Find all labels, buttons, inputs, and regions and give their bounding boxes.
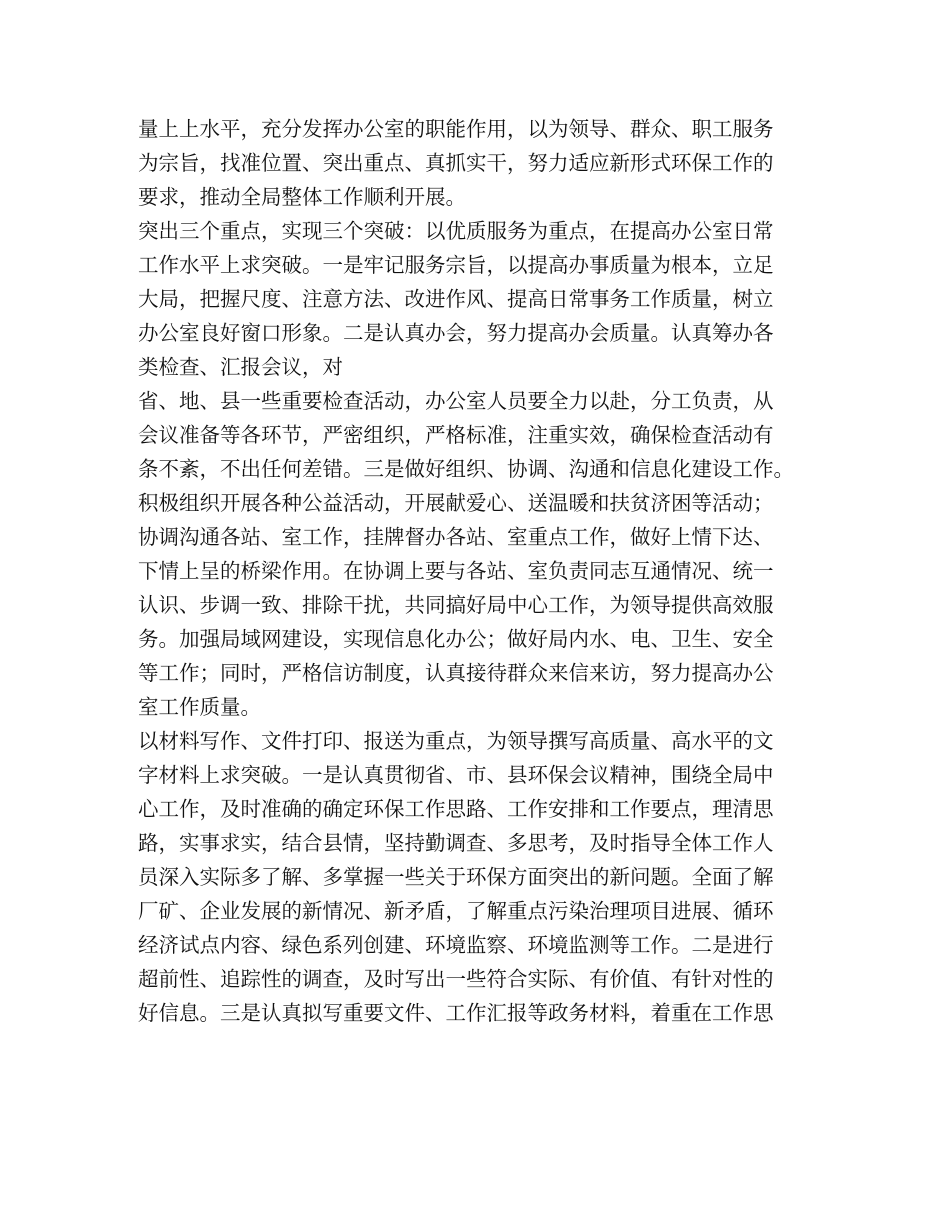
text-line: 大局，把握尺度、注意方法、改进作风、提高日常事务工作质量，树立 [138,287,774,311]
text-line: 路，实事求实，结合县情，坚持勤调查、多思考，及时指导全体工作人 [138,831,774,855]
text-line: 积极组织开展各种公益活动，开展献爱心、送温暖和扶贫济困等活动； [138,491,774,515]
text-line: 条不紊，不出任何差错。三是做好组织、协调、沟通和信息化建设工作。 [138,457,794,481]
text-line: 等工作；同时，严格信访制度，认真接待群众来信来访，努力提高办公 [138,661,774,685]
document-body [138,112,838,1030]
text-line: 会议准备等各环节，严密组织，严格标准，注重实效，确保检查活动有 [138,423,774,447]
text-line: 经济试点内容、绿色系列创建、环境监察、环境监测等工作。二是进行 [138,933,774,957]
text-line: 省、地、县一些重要检查活动，办公室人员要全力以赴，分工负责，从 [138,389,774,413]
text-line: 认识、步调一致、排除干扰，共同搞好局中心工作，为领导提供高效服 [138,593,774,617]
text-line: 好信息。三是认真拟写重要文件、工作汇报等政务材料，着重在工作思 [138,1001,774,1025]
text-line: 要求，推动全局整体工作顺利开展。 [138,185,466,209]
text-line: 厂矿、企业发展的新情况、新矛盾，了解重点污染治理项目进展、循环 [138,899,774,923]
text-line: 心工作，及时准确的确定环保工作思路、工作安排和工作要点，理清思 [138,797,774,821]
text-line: 下情上呈的桥梁作用。在协调上要与各站、室负责同志互通情况、统一 [138,559,774,583]
text-line: 工作水平上求突破。一是牢记服务宗旨，以提高办事质量为根本，立足 [138,253,774,277]
text-line: 协调沟通各站、室工作，挂牌督办各站、室重点工作，做好上情下达、 [138,525,774,549]
text-line: 以材料写作、文件打印、报送为重点，为领导撰写高质量、高水平的文 [138,729,774,753]
text-line: 量上上水平，充分发挥办公室的职能作用，以为领导、群众、职工服务 [138,117,774,141]
text-line: 类检查、汇报会议，对 [138,355,343,379]
text-line: 突出三个重点，实现三个突破：以优质服务为重点，在提高办公室日常 [138,219,774,243]
text-line: 办公室良好窗口形象。二是认真办会，努力提高办会质量。认真筹办各 [138,321,774,345]
text-line: 室工作质量。 [138,695,261,719]
text-line: 员深入实际多了解、多掌握一些关于环保方面突出的新问题。全面了解 [138,865,774,889]
text-line: 务。加强局域网建设，实现信息化办公；做好局内水、电、卫生、安全 [138,627,774,651]
text-line: 字材料上求突破。一是认真贯彻省、市、县环保会议精神，围绕全局中 [138,763,774,787]
text-line: 超前性、追踪性的调查，及时写出一些符合实际、有价值、有针对性的 [138,967,774,991]
text-line: 为宗旨，找准位置、突出重点、真抓实干，努力适应新形式环保工作的 [138,151,774,175]
